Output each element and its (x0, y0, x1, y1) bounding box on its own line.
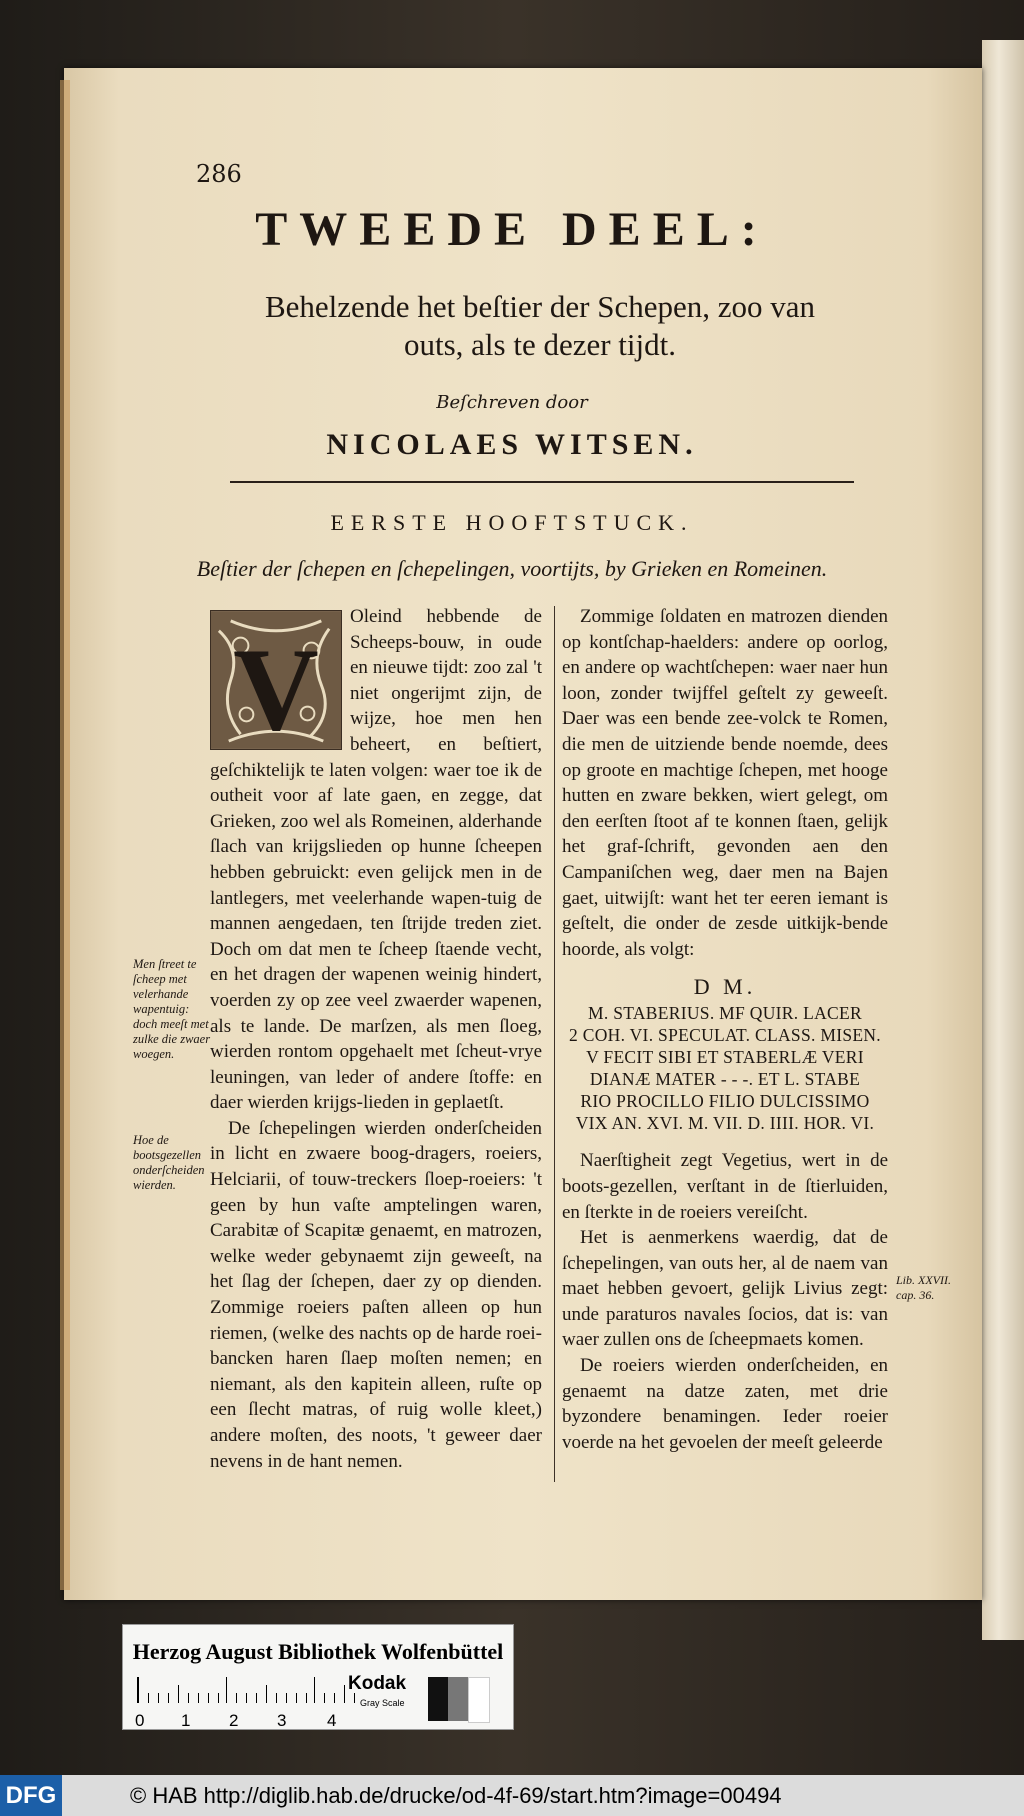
right-column (562, 604, 888, 1455)
initial-letter: V (233, 624, 319, 749)
right-paragraph-4: De roeiers wierden onderſcheiden, en genaemt na datze zaten, met drie byzondere benamingen. Ieder roeier voerde na het gevoelen der meeſt geleerde (562, 1355, 888, 1453)
scale-number: 2 (229, 1711, 239, 1730)
inscription-line: M. STABERIUS. MF QUIR. LACER (588, 1003, 862, 1024)
gray-patch-black (428, 1677, 448, 1721)
chapter-subtitle: Beſtier der ſchepen en ſchepelingen, voortijts, by Grieken en Romeinen. (196, 556, 828, 581)
gray-scale-label: Gray Scale (360, 1698, 405, 1708)
library-color-card (122, 1624, 514, 1730)
right-paragraph-3: Het is aenmerkens waerdig, dat de ſchepelingen, van outs her, al de naem van maet hebben gevoert, gelijk Livius zegt: unde paraturos navales ſocios, dat is: van waer zullen ons de ſcheepmaets komen. (562, 1227, 888, 1351)
inscription-line: RIO PROCILLO FILIO DULCISSIMO (580, 1091, 870, 1112)
gray-patch-white (468, 1677, 490, 1723)
footer-bar (0, 1775, 1024, 1816)
title-rule (230, 481, 854, 483)
marginal-note-2: Hoe de bootsgezellen onderſcheiden wierden. (133, 1133, 205, 1192)
author-name: NICOLAES WITSEN. (326, 428, 698, 461)
page-binding-edge (60, 80, 70, 1590)
kodak-logo: Kodak (348, 1673, 407, 1694)
page-number: 286 (196, 160, 242, 188)
scale-number: 1 (181, 1711, 191, 1730)
left-paragraph-1: Oleind hebbende de Scheeps-bouw, in oude en nieuwe tijdt: zoo zal 't niet ongerijmt zijn, de wijze, hoe men hen beheert, en beſtiert, geſchiktelijk te laten volgen: waer toe ik de outheit voor af late gaen, en zegge, dat Grieken, zoo wel als Romeinen, alderhande ſlach van krijgslieden op hunne ſcheepen hebben gebruickt: even gelijck men in de lantlegers, met veelerhande wapen-tuig de mannen aengedaen, ten ſtrijde treden ziet. Doch om dat men te ſcheep ſtaende vecht, en het dragen der wapenen weinig hindert, voerden zy op zee veel zwaerder wapenen, als te lande. De marſzen, als men ſloeg, wierden rontom opgehaelt met ſcheut-vrye leuningen, van leder of andere ſtoffe: en daer wierden krijgs-lieden in geplaetſt. (210, 606, 542, 1114)
chapter-title: EERSTE HOOFTSTUCK. (330, 510, 694, 535)
left-column (210, 604, 542, 1474)
right-paragraph-2: Naerſtigheit zegt Vegetius, wert in de boots-gezellen, verſtant in de ſtierluiden, en ſterkte in de roeiers vereiſcht. (562, 1150, 888, 1223)
dfg-logo[interactable]: DFG (0, 1775, 62, 1816)
inscription-line: VIX AN. XVI. M. VII. D. IIII. HOR. VI. (575, 1113, 875, 1134)
subtitle-line-1: Behelzende het beſtier der Schepen, zoo van (264, 289, 815, 324)
scale-ruler (137, 1677, 478, 1703)
column-divider (554, 606, 555, 1482)
part-subtitle (200, 288, 880, 364)
inscription-head: D M. (693, 974, 757, 1000)
initial-letter-ornament-icon (211, 611, 341, 749)
scale-number: 3 (277, 1711, 287, 1730)
inscription-line: V FECIT SIBI ET STABERLÆ VERI (586, 1047, 864, 1068)
written-by: Beſchreven door (436, 392, 588, 413)
library-name: Herzog August Bibliothek Wolfenbüttel (132, 1639, 504, 1664)
scale-number: 0 (135, 1711, 145, 1730)
inscription-line: DIANÆ MATER - - -. ET L. STABE (589, 1069, 861, 1090)
marginal-note-3: Lib. XXVII. cap. 36. (896, 1273, 951, 1302)
gray-patch-mid (448, 1677, 468, 1721)
inscription-line: 2 COH. VI. SPECULAT. CLASS. MISEN. (569, 1025, 881, 1046)
marginal-note-1: Men ſtreet te ſcheep met velerhande wapentuig: doch meeſt met zulke die zwaer woegen. (133, 957, 211, 1061)
scale-number: 4 (327, 1711, 337, 1730)
copyright-link[interactable]: © HAB http://diglib.hab.de/drucke/od-4f-69/start.htm?image=00494 (130, 1783, 782, 1808)
decorated-initial (210, 610, 342, 750)
subtitle-line-2: outs, als te dezer tijdt. (403, 327, 677, 362)
epitaph-inscription (562, 972, 888, 1134)
next-page-edge (982, 40, 1024, 1640)
right-paragraph-1: Zommige ſoldaten en matrozen dienden op kontſchap-haelders: andere op oorlog, en andere op wachtſchepen: waer naer hun loon, zonder twijffel geſtelt zy geweeſt. Daer was een bende zee-volck te Romen, die men de uitziende bende noemde, dees op groote en machtige ſchepen, met hooge hutten en zware bekken, wiert gelegt, om den eerſten ſtoot af te konnen ſtaen, gelijk het graf-ſchrift, gevonden aen den Campaniſchen weg, daer men na Bajen gaet, uitwijſt: want het ter eeren iemant is geſtelt, die onder de zesde uitkijk-bende hoorde, als volgt: (562, 606, 888, 960)
part-title: TWEEDE DEEL: (255, 203, 769, 256)
left-paragraph-2: De ſchepelingen wierden onderſcheiden in licht en zwaere boog-dragers, roeiers, Helciarii, of touw-treckers ſloep-roeiers: 't geen by hun vaſte amptelingen waren, Carabitæ of Scapitæ genaemt, en matrozen, welke weder gebynaemt zijn geweeſt, na het ſlag der ſchepen, daer zy op dienden. Zommige roeiers paſten alleen op hun riemen, (welke des nachts op de harde roei-bancken haren ſlaep moſten nemen; en niemant, als den kapitein alleen, ruſte op een ſlecht matras, of ruig wolle kleet,) andere moſten, des noots, 't geweer daer nevens in de hant nemen. (210, 1117, 542, 1472)
